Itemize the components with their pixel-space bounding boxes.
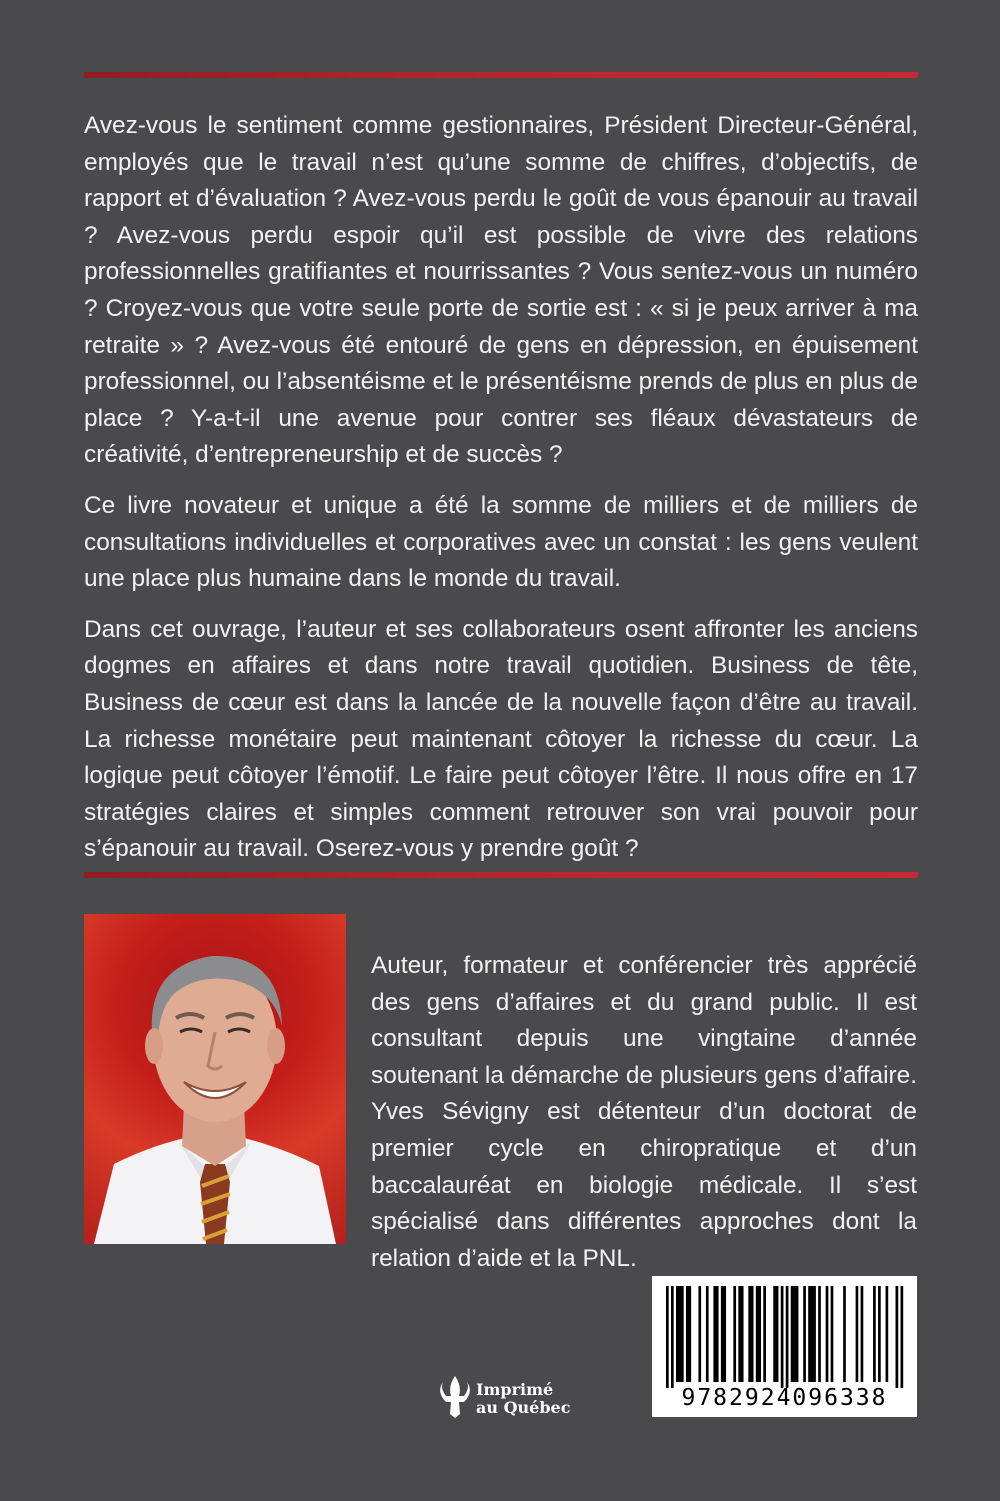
barcode-bar bbox=[873, 1286, 876, 1382]
barcode-bar bbox=[716, 1286, 719, 1382]
top-divider bbox=[84, 72, 918, 78]
barcode-bar bbox=[666, 1286, 669, 1388]
barcode-bar bbox=[713, 1286, 716, 1382]
imprint-badge bbox=[440, 1374, 570, 1424]
barcode-bar bbox=[886, 1286, 889, 1382]
barcode-bar bbox=[751, 1286, 754, 1382]
barcode-bar bbox=[733, 1286, 736, 1382]
barcode-bar bbox=[856, 1286, 859, 1382]
barcode-bar bbox=[678, 1286, 681, 1382]
barcode-bar bbox=[781, 1286, 784, 1388]
barcode-bar bbox=[763, 1286, 766, 1382]
barcode-bar bbox=[793, 1286, 796, 1382]
barcode-bar bbox=[818, 1286, 821, 1382]
imprint-line-1: Imprimé bbox=[476, 1380, 554, 1399]
barcode-bar bbox=[773, 1286, 776, 1382]
barcode-bar bbox=[741, 1286, 744, 1382]
blurb-paragraph-2: Ce livre novateur et unique a été la somme de milliers et de milliers de consultations individuelles et corporatives avec un constat : les gens veulent une place plus humaine dans le monde du travail. bbox=[84, 491, 918, 593]
back-cover-blurb bbox=[84, 108, 918, 882]
barcode-bar bbox=[831, 1286, 834, 1382]
barcode-bar bbox=[803, 1286, 806, 1382]
imprint-line-2: au Québec bbox=[476, 1398, 571, 1417]
barcode-bar bbox=[688, 1286, 691, 1382]
barcode-bar bbox=[786, 1286, 789, 1388]
middle-divider bbox=[84, 872, 918, 878]
author-photo bbox=[84, 914, 346, 1244]
barcode-bar bbox=[796, 1286, 799, 1382]
barcode-bar bbox=[758, 1286, 761, 1382]
barcode-bar bbox=[748, 1286, 751, 1382]
author-bio: Auteur, formateur et conférencier très apprécié des gens d’affaires et du grand public. Il est consultant depuis une vingtaine d’année soutenant la démarche de plusieurs gens d’affaire. Yves Sévigny est détenteur d’un doctorat de premier cycle en chiropratique et d’un baccalauréat en biologie médicale. Il s’est spécialisé dans différentes approches dont la relation d’aide et la PNL. bbox=[371, 952, 917, 1272]
barcode-bar bbox=[901, 1286, 904, 1388]
barcode-bar bbox=[706, 1286, 709, 1382]
blurb-paragraph-1: Avez-vous le sentiment comme gestionnaires, Président Directeur-Général, employés que le travail n’est qu’une somme de chiffres, d’objectifs, de rapport et d’évaluation ? Avez-vous perdu le goût de vous épanouir au travail ? Avez-vous perdu espoir qu’il est possible de vivre des relations professionnelles gratifiantes et nourrissantes ? Vous sentez-vous un numéro ? Croyez-vous que votre seule porte de sortie est : « si je peux arriver à ma retraite » ? Avez-vous été entouré de gens en dépression, en épuisement professionnel, ou l’absentéisme et le présentéisme prends de plus en plus de place ? Y-a-t-il une avenue pour contrer ses fléaux dévastateurs de créativité, d’entrepreneurship et de succès ? bbox=[84, 112, 918, 469]
barcode-bar bbox=[826, 1286, 829, 1382]
barcode-bar bbox=[686, 1286, 689, 1382]
barcode-bar bbox=[738, 1286, 741, 1382]
fleur-de-lis-icon bbox=[440, 1374, 470, 1425]
barcode-bar bbox=[776, 1286, 779, 1382]
barcode-bar bbox=[808, 1286, 811, 1382]
barcode-bar bbox=[791, 1286, 794, 1382]
barcode-bar bbox=[861, 1286, 864, 1382]
barcode-bar bbox=[723, 1286, 726, 1382]
barcode-bar bbox=[671, 1286, 674, 1388]
blurb-paragraph-3: Dans cet ouvrage, l’auteur et ses collaborateurs osent affronter les anciens dogmes en affaires et dans notre travail quotidien. Business de tête, Business de cœur est dans la lancée de la nouvelle façon d’être au travail. La richesse monétaire peut maintenant côtoyer la richesse du cœur. La logique peut côtoyer l’émotif. Le faire peut côtoyer l’être. Il nous offre en 17 stratégies claires et simples comment retrouver son vrai pouvoir pour s’épanouir au travail. Oserez-vous y prendre goût ? bbox=[84, 615, 918, 863]
barcode-bar bbox=[681, 1286, 684, 1382]
barcode-bar bbox=[811, 1286, 814, 1382]
barcode-bar bbox=[813, 1286, 816, 1382]
barcode-bar bbox=[843, 1286, 846, 1382]
barcode-bar bbox=[721, 1286, 724, 1382]
barcode-bar bbox=[698, 1286, 701, 1382]
isbn-barcode bbox=[652, 1276, 917, 1417]
barcode-bar bbox=[756, 1286, 759, 1382]
barcode-bar bbox=[896, 1286, 899, 1388]
barcode-bar bbox=[878, 1286, 881, 1382]
barcode-bar bbox=[676, 1286, 679, 1382]
barcode-digits: 9782924096338 bbox=[681, 1385, 888, 1411]
